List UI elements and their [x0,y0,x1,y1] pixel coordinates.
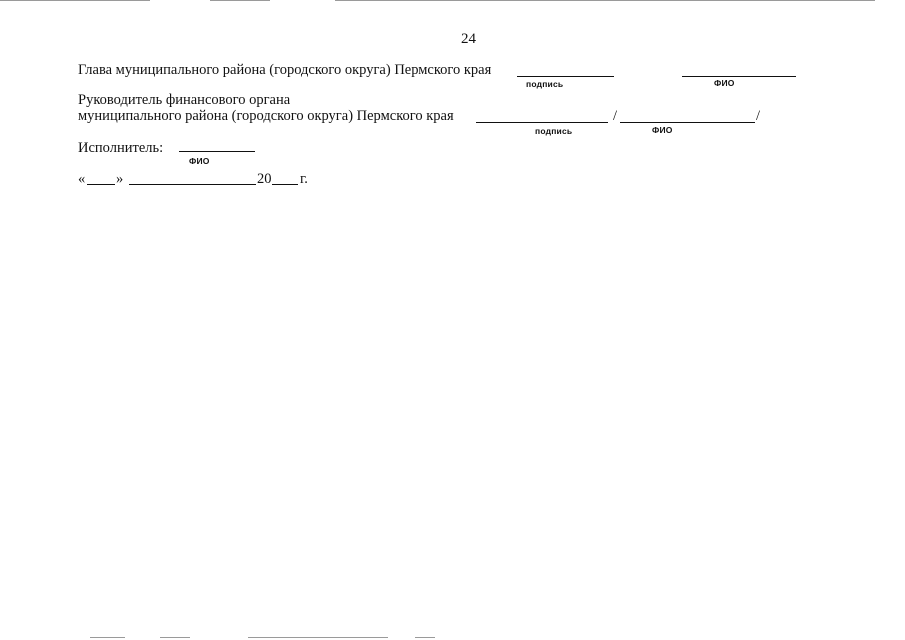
scan-edge-top-1 [0,0,150,1]
page-number: 24 [461,31,476,47]
head-signature-caption: подпись [526,79,564,89]
finance-name-caption: ФИО [652,125,673,135]
date-year-prefix: 20 [257,171,272,187]
scan-edge-bottom-3 [248,637,388,638]
date-year-line [272,184,298,185]
scan-edge-bottom-1 [90,637,125,638]
head-signature-line [517,76,614,77]
executor-name-line [179,151,255,152]
scan-edge-bottom-2 [160,637,190,638]
scan-edge-bottom-4 [415,637,435,638]
head-name-line [682,76,796,77]
date-month-line [129,184,256,185]
finance-head-label-line2: муниципального района (городского округа) Пермского края [78,108,454,124]
date-close-quote: » [116,171,124,187]
executor-name-caption: ФИО [189,156,210,166]
scan-edge-top-2 [210,0,270,1]
date-year-suffix: г. [300,171,308,187]
finance-signature-line [476,122,608,123]
date-open-quote: « [78,171,86,187]
date-day-line [87,184,115,185]
scan-edge-top-3 [335,0,875,1]
finance-name-line [620,122,755,123]
executor-label: Исполнитель: [78,140,164,156]
head-signature-label: Глава муниципального района (городского округа) Пермского края [78,62,492,78]
finance-slash-close: / [756,108,761,124]
finance-signature-caption: подпись [535,126,573,136]
finance-head-label-line1: Руководитель финансового органа [78,92,291,108]
finance-slash-open: / [613,108,618,124]
head-name-caption: ФИО [714,78,735,88]
